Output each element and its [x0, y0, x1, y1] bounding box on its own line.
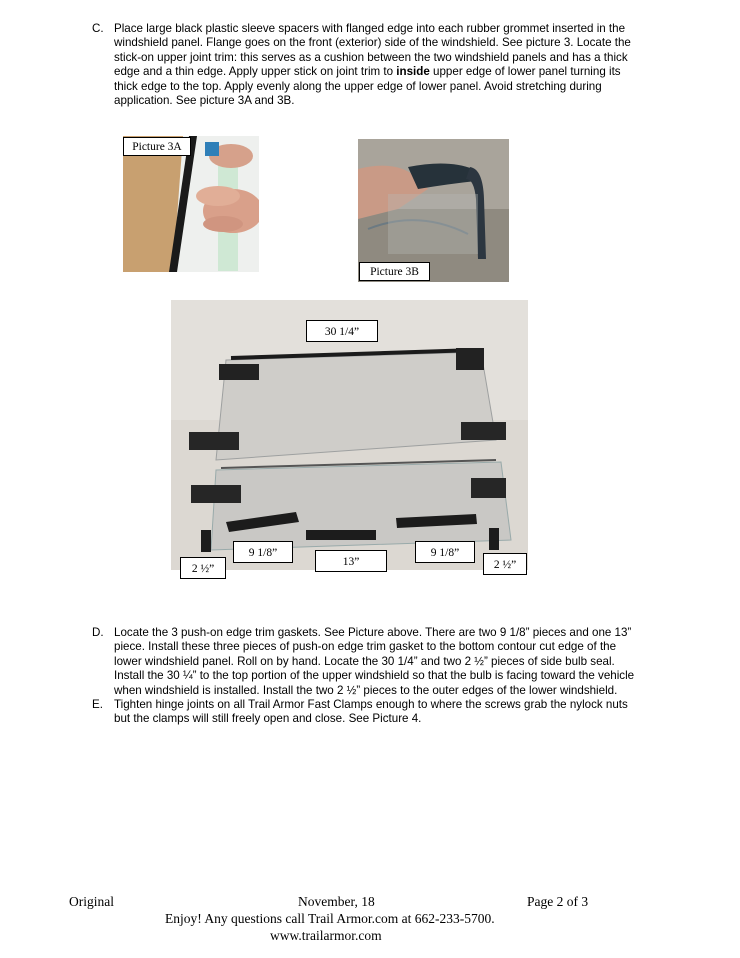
- text-line: Locate the 3 push-on edge trim gaskets. See Picture above. There are two 9 1/8” pieces and one 13”: [114, 626, 632, 639]
- emphasis-inside: inside: [396, 65, 430, 79]
- step-e: [92, 698, 692, 728]
- footer-website-link[interactable]: www.trailarmor.com: [270, 928, 382, 943]
- footer-date: November, 18: [298, 894, 375, 909]
- picture-3b-image: [358, 139, 509, 282]
- text-line: Place large black plastic sleeve spacers with flanged edge into each rubber grommet inserted in the: [114, 22, 626, 35]
- footer-page-number: Page 2 of 3: [527, 894, 589, 909]
- step-d: [92, 626, 692, 698]
- step-e-text: [114, 698, 628, 727]
- text-segment: upper edge of lower panel turning its: [429, 65, 621, 79]
- text-line: application. See picture 3A and 3B.: [114, 94, 295, 108]
- text-line: Tighten hinge joints on all Trail Armor Fast Clamps enough to where the screws grab the nylock nuts: [114, 698, 628, 711]
- text-segment: edge and a thin edge. Apply upper stick on joint trim to: [114, 65, 397, 79]
- measurement-right-trim: 9 1/8”: [415, 541, 475, 563]
- text-line: Install the 30 ¼” to the top portion of the upper windshield so that the bulb is facing toward the vehicle: [114, 669, 635, 683]
- text-line: windshield panel. Flange goes on the front (exterior) side of the windshield. See picture 3. Locate the: [114, 36, 631, 50]
- measurement-left-bulb: 2 ½”: [180, 557, 226, 579]
- step-d-marker: D.: [92, 626, 104, 639]
- footer-contact: Enjoy! Any questions call Trail Armor.com at 662-233-5700.: [165, 911, 495, 926]
- picture-3b-label: Picture 3B: [359, 262, 430, 281]
- text-line: [114, 65, 631, 79]
- text-line: but the clamps will still freely open and close. See Picture 4.: [114, 712, 422, 726]
- footer-original: Original: [69, 894, 114, 909]
- measurement-center-trim: 13”: [315, 550, 387, 572]
- step-d-text: [114, 626, 634, 698]
- text-line: thick edge to the top. Apply evenly along the upper edge of lower panel. Avoid stretching during: [114, 79, 602, 93]
- text-line: lower windshield panel. Roll on by hand. Locate the 30 1/4” and two 2 ½” pieces of side bulb seal.: [114, 654, 615, 668]
- picture-3a-label: Picture 3A: [123, 137, 191, 156]
- step-e-marker: E.: [92, 698, 103, 711]
- measurement-top-seal: 30 1/4”: [306, 320, 378, 342]
- measurement-right-bulb: 2 ½”: [483, 553, 527, 575]
- step-c-marker: C.: [92, 22, 104, 35]
- step-c-text: [114, 22, 631, 108]
- step-c: [92, 22, 692, 112]
- measurement-left-trim: 9 1/8”: [233, 541, 293, 563]
- picture-3b-photo: [358, 139, 509, 282]
- text-line: when windshield is installed. Install the two 2 ½” pieces to the outer edges of the lower windshield.: [114, 683, 618, 697]
- text-line: piece. Install these three pieces of push-on edge trim gasket to the bottom contour cut edge of the: [114, 640, 617, 654]
- text-line: stick-on upper joint trim: this serves as a cushion between the two windshield panels and has a thick: [114, 50, 628, 64]
